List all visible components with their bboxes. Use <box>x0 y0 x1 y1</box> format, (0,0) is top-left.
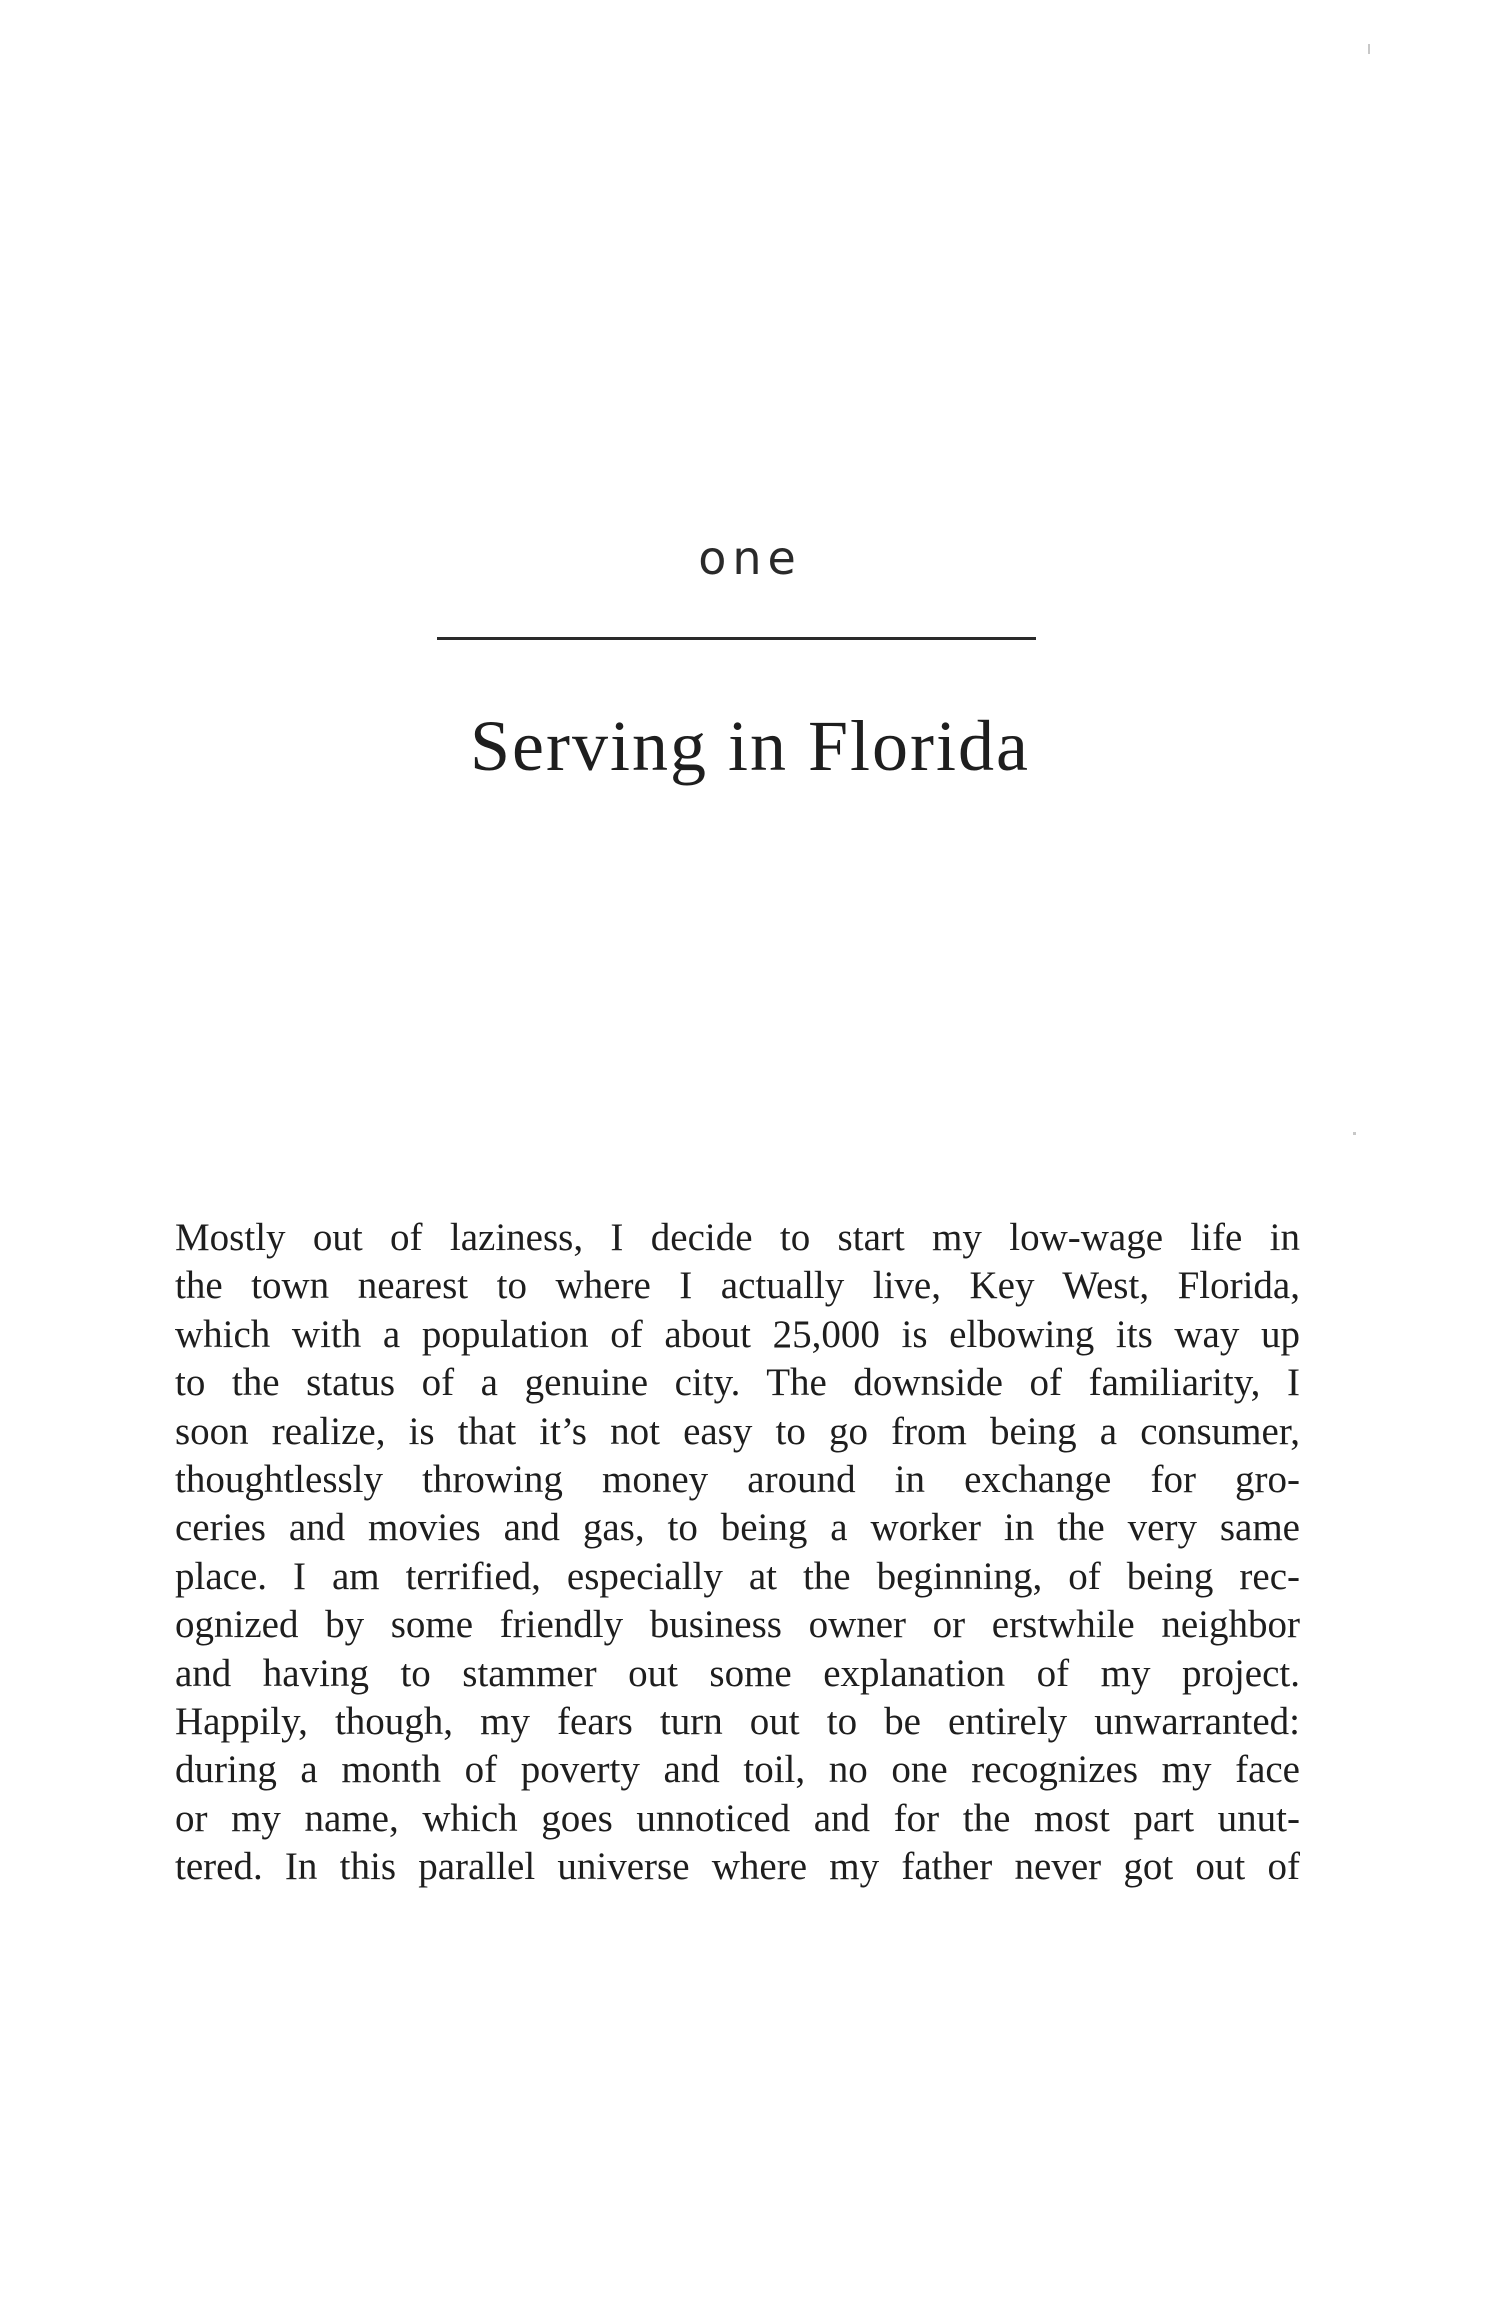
text-line: Happily, though, my fears turn out to be entirely unwarranted: <box>175 1699 1300 1743</box>
text-line: to the status of a genuine city. The downside of familiarity, I <box>175 1361 1300 1405</box>
text-line: tered. In this parallel universe where my father never got out of <box>175 1845 1300 1889</box>
text-line: ognized by some friendly business owner or erstwhile neighbor <box>175 1603 1300 1647</box>
chapter-body-text <box>175 1214 1300 1891</box>
text-line: or my name, which goes unnoticed and for the most part unut- <box>175 1796 1300 1840</box>
text-line: place. I am terrified, especially at the beginning, of being rec- <box>175 1554 1300 1598</box>
text-line: thoughtlessly throwing money around in exchange for gro- <box>175 1457 1300 1501</box>
text-line: soon realize, is that it’s not easy to go from being a consumer, <box>175 1409 1300 1453</box>
text-line: which with a population of about 25,000 is elbowing its way up <box>175 1312 1300 1356</box>
text-line: the town nearest to where I actually live, Key West, Florida, <box>175 1264 1300 1308</box>
scan-speck <box>1368 44 1370 54</box>
text-line: during a month of poverty and toil, no one recognizes my face <box>175 1748 1300 1792</box>
text-line: and having to stammer out some explanation of my project. <box>175 1651 1300 1695</box>
chapter-divider-rule <box>437 637 1036 640</box>
text-line: ceries and movies and gas, to being a worker in the very same <box>175 1506 1300 1550</box>
chapter-number: one <box>698 531 802 585</box>
scan-speck <box>1353 1132 1356 1135</box>
chapter-title: Serving in Florida <box>470 706 1030 786</box>
text-line: Mostly out of laziness, I decide to start my low-wage life in <box>175 1216 1300 1259</box>
